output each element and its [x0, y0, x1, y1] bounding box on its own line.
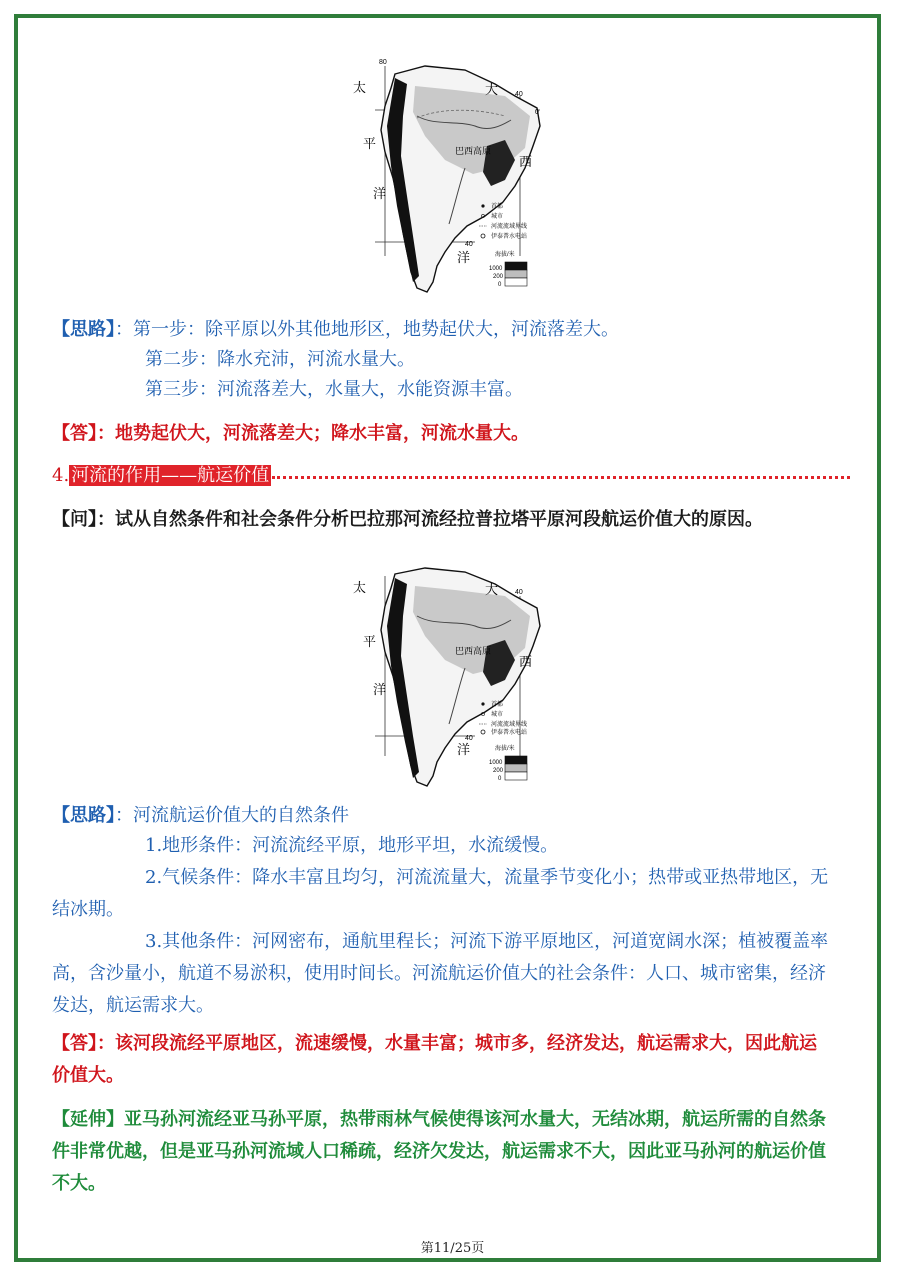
hydropower-legend-icon	[481, 234, 485, 238]
region-label-brazil-highland: 巴西高原	[455, 146, 492, 156]
capital-legend-icon	[481, 204, 484, 207]
legend-basin-boundary: 河流流域界线	[491, 722, 528, 728]
lat-label-40: 40	[465, 735, 473, 742]
legend-capital: 首都	[491, 204, 504, 210]
q3-answer	[52, 422, 529, 446]
q3-step2: 第二步：降水充沛，河流水量大。	[145, 349, 415, 370]
q4-answer-text-a: ：该河段流经平原地区，流速缓慢，水量丰富；城市多，经济发达，航运需求大，因此航运	[97, 1033, 817, 1054]
elev-label-0: 0	[498, 282, 502, 288]
q4-point-1: 1.地形条件：河流流经平原，地形平坦，水流缓慢。	[145, 835, 559, 856]
elev-label-0: 0	[498, 776, 502, 782]
q4-silu-label: 【思路】	[52, 805, 115, 826]
elevation-title: 海拔/米	[495, 746, 515, 752]
page-number: 第11/25页	[420, 1241, 485, 1256]
elev-label-200: 200	[493, 768, 504, 774]
section-heading-4	[52, 463, 271, 489]
q3-silu-line	[52, 318, 619, 342]
elev-swatch-high	[505, 756, 527, 764]
q4-silu-line	[52, 804, 349, 828]
q4-point-3b: 高，含沙量小，航道不易淤积，使用时间长。河流航运价值大的社会条件：人口、城市密集，经济	[52, 963, 826, 984]
q3-silu-label: 【思路】	[52, 319, 115, 340]
ocean-label-ping: 平	[363, 634, 377, 649]
hydropower-legend-icon	[481, 730, 485, 734]
lon-label-40: 40	[515, 91, 523, 98]
q4-point-3a: 3.其他条件：河网密布，通航里程长；河流下游平原地区，河道宽阔水深；植被覆盖率	[145, 931, 829, 952]
ocean-label-ping: 平	[363, 136, 377, 151]
ocean-label-da: 大	[485, 582, 499, 597]
q4-extension-line-2: 件非常优越，但是亚马孙河流域人口稀疏，经济欠发达，航运需求不大，因此亚马孙河的航运价值	[52, 1141, 826, 1162]
section-number: 4.	[52, 465, 70, 486]
q3-answer-text: ：地势起伏大，河流落差大；降水丰富，河流水量大。	[97, 423, 529, 444]
q4-extension-line-3: 不大。	[52, 1173, 106, 1194]
q4-answer-line-1	[52, 1032, 817, 1056]
legend-city: 城市	[491, 214, 504, 220]
elev-label-1000: 1000	[489, 266, 503, 272]
ocean-label-yang2: 洋	[457, 250, 471, 265]
legend-itaipu: 伊泰普水电站	[491, 234, 528, 240]
q3-step3: 第三步：河流落差大，水量大，水能资源丰富。	[145, 379, 523, 400]
elev-swatch-mid	[505, 270, 527, 278]
lon-label-80: 80	[379, 59, 387, 66]
ocean-label-yang: 洋	[373, 682, 387, 697]
q3-step1: ：第一步：除平原以外其他地形区，地势起伏大，河流落差大。	[115, 319, 619, 340]
capital-legend-icon	[481, 702, 484, 705]
lat-label-0: 0	[535, 109, 539, 116]
q4-extension-line-1	[52, 1108, 826, 1132]
lat-label-40: 40	[465, 241, 473, 248]
lon-label-40: 40	[515, 589, 523, 596]
q4-point-2a: 2.气候条件：降水丰富且均匀，河流流量大，流量季节变化小；热带或亚热带地区，无	[145, 867, 829, 888]
legend-city: 城市	[491, 712, 504, 718]
q4-answer-label: 【答】	[52, 1033, 97, 1054]
ocean-label-xi: 西	[519, 654, 533, 669]
q3-answer-label: 【答】	[52, 423, 97, 444]
ocean-label-yang: 洋	[373, 186, 387, 201]
ocean-label-tai: 太	[353, 80, 367, 95]
region-label-brazil-highland: 巴西高原	[455, 646, 492, 656]
elev-label-1000: 1000	[489, 760, 503, 766]
q4-answer-line-2: 价值大。	[52, 1065, 124, 1086]
ocean-label-yang2: 洋	[457, 742, 471, 757]
south-america-map-2	[355, 566, 555, 795]
q4-point-2b: 结冰期。	[52, 899, 124, 920]
south-america-map-1	[355, 56, 555, 305]
elev-swatch-low	[505, 772, 527, 780]
legend-itaipu: 伊泰普水电站	[491, 730, 528, 736]
legend-capital: 首都	[491, 702, 504, 708]
elev-swatch-low	[505, 278, 527, 286]
elevation-title: 海拔/米	[495, 252, 515, 258]
elev-swatch-high	[505, 262, 527, 270]
ocean-label-tai: 太	[353, 580, 367, 595]
ocean-label-xi: 西	[519, 154, 533, 169]
q4-extension-text-a: 亚马孙河流经亚马孙平原，热带雨林气候使得该河水量大，无结冰期，航运所需的自然条	[124, 1109, 826, 1130]
legend-basin-boundary: 河流流域界线	[491, 224, 528, 230]
q4-point-3c: 发达，航运需求大。	[52, 995, 214, 1016]
elev-label-200: 200	[493, 274, 504, 280]
q4-question: 【问】：试从自然条件和社会条件分析巴拉那河流经拉普拉塔平原河段航运价值大的原因。	[52, 509, 763, 530]
section-dotted-rule	[272, 476, 850, 479]
q4-extension-label: 【延伸】	[52, 1109, 124, 1130]
elev-swatch-mid	[505, 764, 527, 772]
section-title: 河流的作用——航运价值	[71, 465, 270, 486]
q4-silu-intro: ：河流航运价值大的自然条件	[115, 805, 349, 826]
ocean-label-da: 大	[485, 82, 499, 97]
